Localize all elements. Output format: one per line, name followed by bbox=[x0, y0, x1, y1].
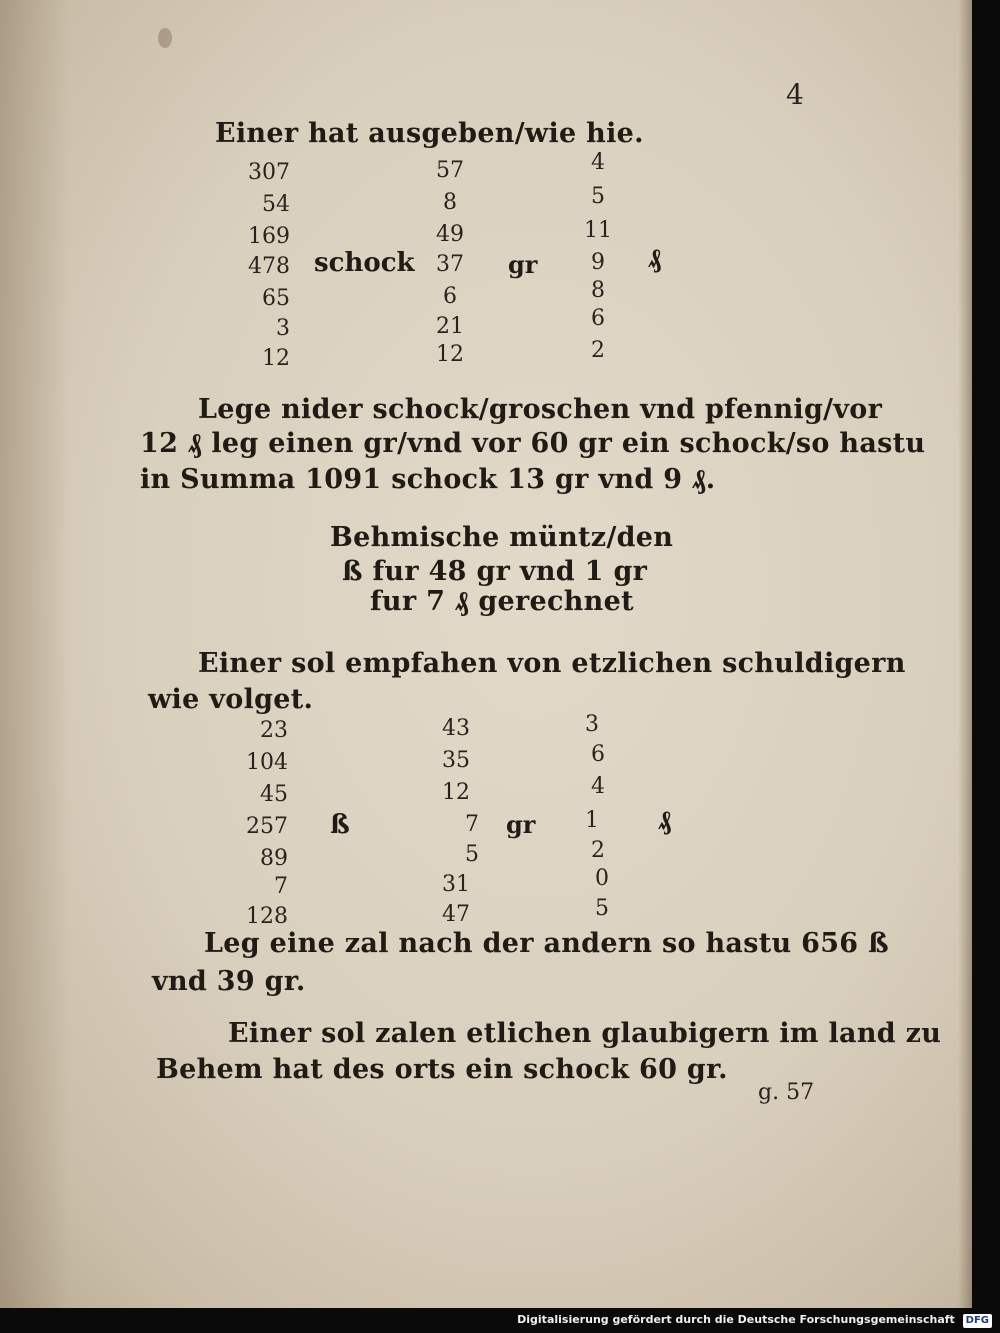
para2-line2: wie volget. bbox=[148, 684, 314, 715]
table1-col2-row3: 49 bbox=[436, 222, 464, 247]
table1-col2-row1: 57 bbox=[436, 158, 464, 183]
table1-unit-gr: gr bbox=[508, 250, 538, 279]
table2-col3-row7: 5 bbox=[595, 896, 609, 921]
digitization-footer bbox=[517, 1311, 992, 1329]
table1-col1-row2: 54 bbox=[262, 192, 290, 217]
heading2-line1: Behmische müntz/den bbox=[330, 522, 674, 553]
table1-col3-row3: 11 bbox=[584, 218, 612, 243]
table2-col2-row5: 5 bbox=[465, 842, 479, 867]
table2-unit-pfennig: ₰ bbox=[658, 806, 671, 836]
footer-text: Digitalisierung gefördert durch die Deutsche Forschungsgemeinschaft bbox=[517, 1313, 955, 1326]
table2-col1-row1: 23 bbox=[260, 718, 288, 743]
para3-line1: Leg eine zal nach der andern so hastu 656 ß bbox=[204, 928, 889, 959]
table2-col1-row2: 104 bbox=[246, 750, 288, 775]
table1-col3-row6: 6 bbox=[591, 306, 605, 331]
para1-line2: 12 ₰ leg einen gr/vnd vor 60 gr ein schock/so hastu bbox=[140, 428, 926, 459]
para4-line2: Behem hat des orts ein schock 60 gr. bbox=[156, 1054, 728, 1085]
heading2-line2: ß fur 48 gr vnd 1 gr bbox=[342, 556, 648, 587]
table2-col2-row6: 31 bbox=[442, 872, 470, 897]
table1-col2-row5: 6 bbox=[443, 284, 457, 309]
dfg-logo: DFG bbox=[963, 1314, 992, 1328]
para2-line1: Einer sol empfahen von etzlichen schuldigern bbox=[198, 648, 906, 679]
table1-col3-row4: 9 bbox=[591, 250, 605, 275]
table1-col3-row7: 2 bbox=[591, 338, 605, 363]
table1-unit-pfennig: ₰ bbox=[648, 244, 661, 274]
table2-col1-row3: 45 bbox=[260, 782, 288, 807]
table2-col3-row3: 4 bbox=[591, 774, 605, 799]
table2-col1-row7: 128 bbox=[246, 904, 288, 929]
table2-col2-row3: 12 bbox=[442, 780, 470, 805]
table1-col2-row7: 12 bbox=[436, 342, 464, 367]
heading-expenses: Einer hat ausgeben/wie hie. bbox=[215, 118, 644, 149]
table2-col3-row1: 3 bbox=[585, 712, 599, 737]
para4-line1: Einer sol zalen etlichen glaubigern im land zu bbox=[228, 1018, 942, 1049]
para1-line3: in Summa 1091 schock 13 gr vnd 9 ₰. bbox=[140, 464, 716, 495]
table2-col3-row5: 2 bbox=[591, 838, 605, 863]
heading2-line3: fur 7 ₰ gerechnet bbox=[370, 586, 634, 617]
table1-col3-row1: 4 bbox=[591, 150, 605, 175]
table1-col3-row2: 5 bbox=[591, 184, 605, 209]
table2-col2-row2: 35 bbox=[442, 748, 470, 773]
table1-col1-row5: 65 bbox=[262, 286, 290, 311]
para3-line2: vnd 39 gr. bbox=[152, 966, 306, 997]
table1-col2-row2: 8 bbox=[443, 190, 457, 215]
table2-col2-row4: 7 bbox=[465, 812, 479, 837]
table2-col3-row2: 6 bbox=[591, 742, 605, 767]
table2-unit-gr: gr bbox=[506, 810, 536, 839]
table1-col3-row5: 8 bbox=[591, 278, 605, 303]
table1-col1-row4: 478 bbox=[248, 254, 290, 279]
table2-col3-row4: 1 bbox=[585, 808, 599, 833]
table1-col1-row3: 169 bbox=[248, 224, 290, 249]
table1-col2-row6: 21 bbox=[436, 314, 464, 339]
table2-col3-row6: 0 bbox=[595, 866, 609, 891]
table1-col2-row4: 37 bbox=[436, 252, 464, 277]
para1-line1: Lege nider schock/groschen vnd pfennig/vor bbox=[198, 394, 883, 425]
page-number: 4 bbox=[786, 78, 804, 111]
table2-col1-row4: 257 bbox=[246, 814, 288, 839]
table2-unit-schock: ß bbox=[330, 810, 350, 840]
table1-col1-row7: 12 bbox=[262, 346, 290, 371]
table2-col1-row6: 7 bbox=[274, 874, 288, 899]
table1-col1-row1: 307 bbox=[248, 160, 290, 185]
table1-unit-schock: schock bbox=[314, 248, 415, 278]
table1-col1-row6: 3 bbox=[276, 316, 290, 341]
ink-stain bbox=[158, 28, 172, 48]
table2-col1-row5: 89 bbox=[260, 846, 288, 871]
signature-mark: g. 57 bbox=[758, 1080, 815, 1105]
table2-col2-row7: 47 bbox=[442, 902, 470, 927]
table2-col2-row1: 43 bbox=[442, 716, 470, 741]
